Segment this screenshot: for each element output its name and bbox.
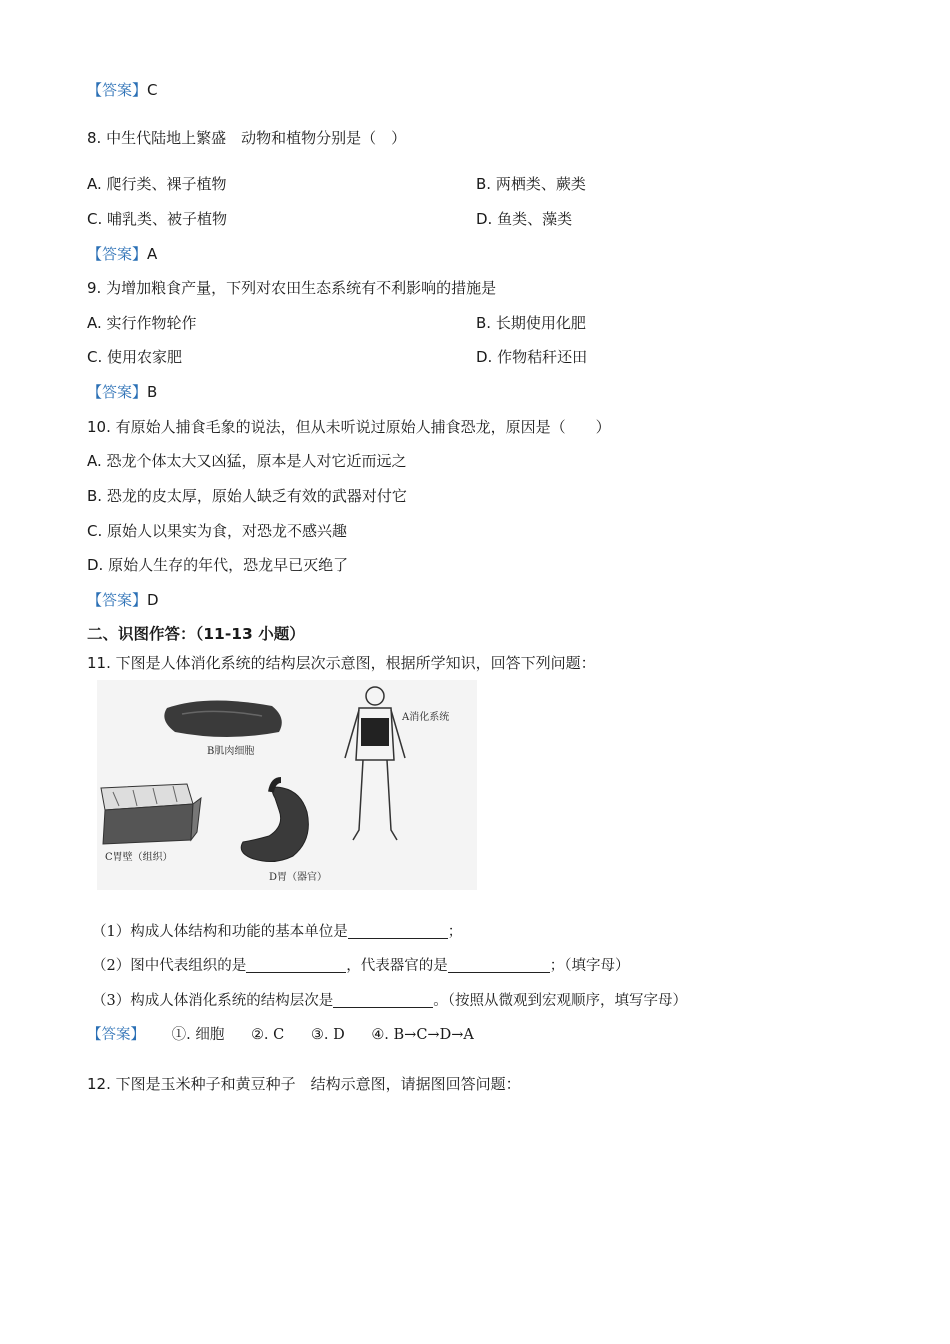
question-8-stem: 8. 中生代陆地上繁盛 动物和植物分别是（ ） bbox=[87, 129, 407, 147]
answer-value: C bbox=[147, 81, 158, 99]
answer-line-q7 bbox=[87, 79, 158, 101]
q11-sub2-end: ；（填字母） bbox=[549, 958, 630, 974]
label-a: A消化系统 bbox=[402, 712, 450, 723]
answer-value: D bbox=[147, 591, 159, 609]
answer-blank[interactable] bbox=[448, 956, 550, 973]
tissue-block-drawing bbox=[101, 784, 201, 844]
label-d: D胃（器官） bbox=[269, 872, 328, 883]
answer-line-q10 bbox=[87, 589, 159, 611]
answer-blank[interactable] bbox=[348, 922, 448, 939]
answer-value: B bbox=[147, 383, 158, 401]
answer-item-1: ①. 细胞 bbox=[171, 1027, 225, 1043]
option-10c: C. 原始人以果实为食，对恐龙不感兴趣 bbox=[87, 522, 348, 540]
q11-sub3 bbox=[92, 990, 687, 1012]
option-9c: C. 使用农家肥 bbox=[87, 348, 183, 366]
answer-item-3: ③. D bbox=[310, 1027, 345, 1043]
question-10-stem: 10. 有原始人捕食毛象的说法，但从未听说过原始人捕食恐龙，原因是（ ） bbox=[87, 418, 611, 436]
option-9d: D. 作物秸秆还田 bbox=[476, 348, 588, 366]
label-c: C胃壁（组织） bbox=[105, 852, 173, 863]
question-9-stem: 9. 为增加粮食产量，下列对农田生态系统有不利影响的措施是 bbox=[87, 279, 497, 297]
answer-line-q11 bbox=[87, 1024, 474, 1046]
option-9b: B. 长期使用化肥 bbox=[476, 314, 586, 332]
q11-sub1-text: （1）构成人体结构和功能的基本单位是 bbox=[92, 924, 348, 940]
answer-tag: 【答案】 bbox=[87, 383, 148, 401]
answer-item-2: ②. C bbox=[250, 1027, 285, 1043]
answer-tag: 【答案】 bbox=[87, 81, 148, 99]
answer-tag: 【答案】 bbox=[87, 1027, 145, 1043]
option-10b: B. 恐龙的皮太厚，原始人缺乏有效的武器对付它 bbox=[87, 487, 407, 505]
answer-line-q9 bbox=[87, 381, 157, 403]
label-b: B肌肉细胞 bbox=[207, 746, 255, 757]
q11-sub3-end: 。（按照从微观到宏观顺序，填写字母） bbox=[433, 993, 687, 1009]
option-9a: A. 实行作物轮作 bbox=[87, 314, 197, 332]
option-8c: C. 哺乳类、被子植物 bbox=[87, 210, 228, 228]
option-8a: A. 爬行类、裸子植物 bbox=[87, 175, 227, 193]
digestive-system-figure bbox=[97, 680, 477, 890]
answer-blank[interactable] bbox=[333, 991, 433, 1008]
option-8b: B. 两栖类、蕨类 bbox=[476, 175, 586, 193]
answer-item-4: ④. B→C→D→A bbox=[371, 1027, 474, 1043]
option-8d: D. 鱼类、藻类 bbox=[476, 210, 573, 228]
q11-sub2 bbox=[92, 955, 629, 977]
option-10a: A. 恐龙个体太大又凶猛，原本是人对它近而远之 bbox=[87, 452, 407, 470]
answer-line-q8 bbox=[87, 243, 157, 265]
option-10d: D. 原始人生存的年代，恐龙早已灭绝了 bbox=[87, 556, 349, 574]
muscle-cell-drawing bbox=[164, 700, 281, 737]
answer-tag: 【答案】 bbox=[87, 591, 148, 609]
q11-sub2-text: （2）图中代表组织的是 bbox=[92, 958, 247, 974]
answer-tag: 【答案】 bbox=[87, 245, 148, 263]
q11-sub2-mid: ，代表器官的是 bbox=[346, 958, 448, 974]
question-12-stem: 12. 下图是玉米种子和黄豆种子 结构示意图，请据图回答问题： bbox=[87, 1075, 521, 1093]
q11-sub1-end: ； bbox=[447, 924, 463, 940]
question-11-stem: 11. 下图是人体消化系统的结构层次示意图，根据所学知识，回答下列问题： bbox=[87, 654, 596, 672]
q11-sub3-text: （3）构成人体消化系统的结构层次是 bbox=[92, 993, 334, 1009]
section-heading: 二、识图作答：（11-13 小题） bbox=[87, 625, 305, 643]
q11-sub1 bbox=[92, 921, 462, 943]
answer-blank[interactable] bbox=[246, 956, 346, 973]
answer-value: A bbox=[147, 245, 158, 263]
